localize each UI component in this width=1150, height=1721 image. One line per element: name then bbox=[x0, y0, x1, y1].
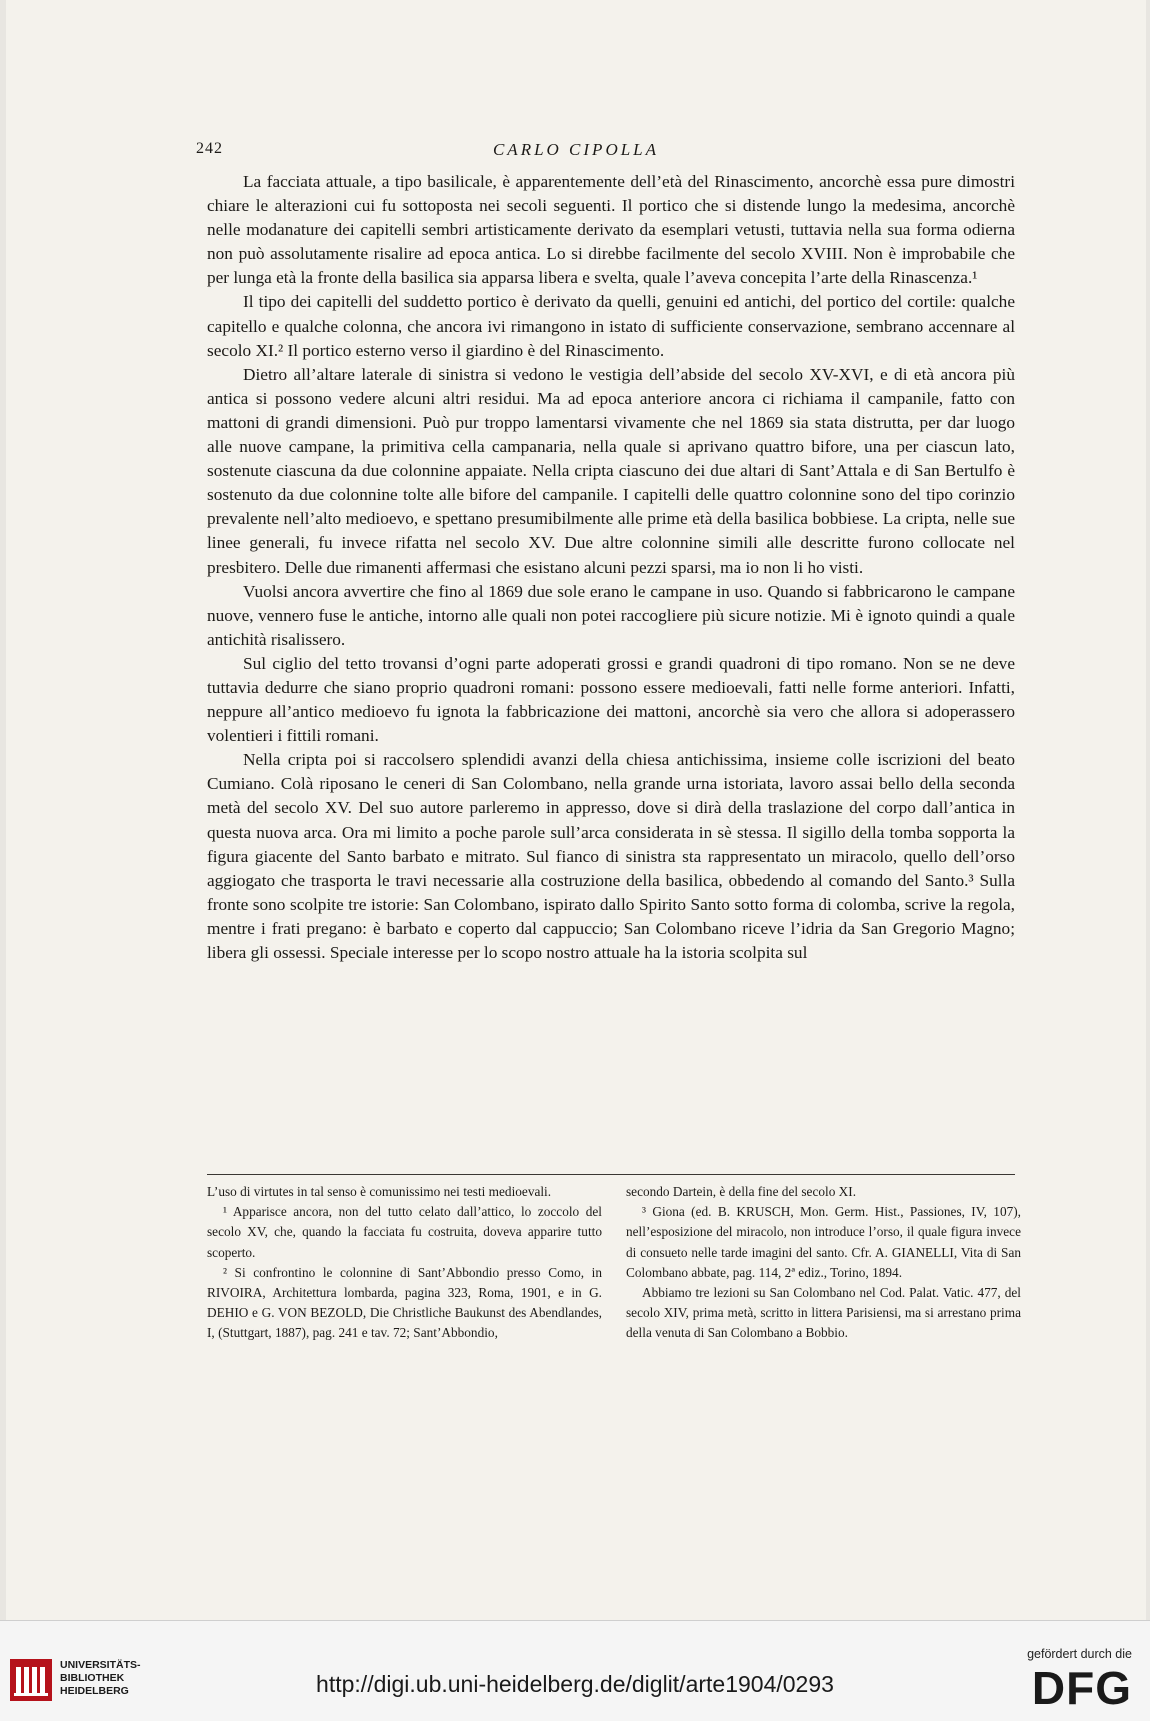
footnote: ³ Giona (ed. B. KRUSCH, Mon. Germ. Hist., Passiones, IV, 107), nell’esposizione del miracolo, non introduce l’orso, il quale figura invece di consueto nelle tarde imagini del santo. Cfr. A. GIANELLI, Vita di San Colombano abbate, pag. 114, 2ª ediz., Torino, 1894. bbox=[626, 1204, 1021, 1280]
paragraph: Sul ciglio del tetto trovansi d’ogni parte adoperati grossi e grandi quadroni di tipo romano. Non se ne deve tuttavia dedurre che siano proprio quadroni romani: possono essere medioevali, fatti nelle forme anteriori. Infatti, neppure all’antico medioevo fu ignota la fabbricazione dei mattoni, ancorchè sia vero che allora si adoperassero volentieri i fittili romani. bbox=[207, 653, 1015, 746]
scanned-page bbox=[6, 0, 1146, 1620]
funding-caption: gefördert durch die bbox=[1027, 1647, 1132, 1661]
dfg-logo[interactable]: DFG bbox=[1031, 1662, 1132, 1714]
footnotes-left-column bbox=[207, 1182, 602, 1344]
footnote: ¹ Apparisce ancora, non del tutto celato dall’attico, lo zoccolo del secolo XV, che, quando la facciata fu costruita, doveva apparire tutto scoperto. bbox=[207, 1204, 602, 1260]
paragraph: Nella cripta poi si raccolsero splendidi avanzi della chiesa antichissima, insieme colle iscrizioni del beato Cumiano. Colà riposano le ceneri di San Colombano, nella grande urna istoriata, lavoro assai bello della seconda metà del secolo XV. Del suo autore parleremo in appresso, dove si dirà della traslazione del corpo dall’antica in questa nuova arca. Ora mi limito a poche parole sull’arca considerata in sè stessa. Il sigillo della tomba sopporta la figura giacente del Santo barbato e mitrato. Sul fianco di sinistra sta rappresentato un miracolo, quello dell’orso aggiogato che trasporta le travi necessarie alla costruzione della basilica, obbedendo al comando del Santo.³ Sulla fronte sono scolpite tre istorie: San Colombano, ispirato dallo Spirito Santo sotto forma di colomba, scrive la regola, mentre i frati pregano: è barbato e coperto dal cappuccio; San Colombano riceve l’idria da San Gregorio Magno; libera gli ossessi. Speciale interesse per lo scopo nostro attuale ha la istoria scolpita sul bbox=[207, 750, 1015, 962]
footnote: L’uso di virtutes in tal senso è comunissimo nei testi medioevali. bbox=[207, 1184, 552, 1199]
paragraph: Il tipo dei capitelli del suddetto portico è derivato da quelli, genuini ed antichi, del portico del cortile: qualche capitello e qualche colonna, che ancora ivi rimangono in istato di sufficiente conservazione, sembrano accennare al secolo XI.² Il portico esterno verso il giardino è del Rinascimento. bbox=[207, 292, 1015, 360]
running-title: CARLO CIPOLLA bbox=[492, 140, 660, 159]
page-number: 242 bbox=[196, 140, 223, 157]
library-name: UNIVERSITÄTS- BIBLIOTHEK HEIDELBERG bbox=[60, 1659, 141, 1697]
paragraph: Dietro all’altare laterale di sinistra si vedono le vestigia dell’abside del secolo XV-XVI, e di età ancora più antica si possono vedere alcuni altri residui. Ma ad epoca anteriore ancora ci richiama il campanile, fatto con mattoni di grandi dimensioni. Può pur troppo lamentarsi vivamente che nel 1869 sia stata distrutta, per dar luogo alle nuove campane, la primitiva cella campanaria, nella quale si aprivano quattro bifore, una per ciascun lato, sostenute ciascuna da due colonnine appaiate. Nella cripta ciascuno dei due altari di Sant’Attala e di San Bertulfo è sostenuto da due colonnine tolte alle bifore del campanile. I capitelli delle quattro colonnine sono del tipo corinzio prevalente nell’alto medioevo, e spettano presumibilmente alle prime età della basilica bobbiese. La cripta, nelle sue linee generali, fu invece rifatta nel secolo XV. Due altre colonnine simili alle descritte furono collocate nel presbitero. Delle due rimanenti affermasi che esistano alcuni pezzi sparsi, ma io non li ho visti. bbox=[207, 364, 1015, 577]
body-text bbox=[207, 170, 1015, 965]
footnote: ² Si confrontino le colonnine di Sant’Abbondio presso Como, in RIVOIRA, Architettura lombarda, pagina 323, Roma, 1901, e in G. DEHIO e G. VON BEZOLD, Die Christliche Baukunst des Abendlandes, I, (Stuttgart, 1887), pag. 241 e tav. 72; Sant’Abbondio, bbox=[207, 1264, 602, 1341]
footnote: Abbiamo tre lezioni su San Colombano nel Cod. Palat. Vatic. 477, del secolo XIV, prima metà, scritto in littera Parisiensi, ma si arrestano prima della venuta di San Colombano a Bobbio. bbox=[626, 1285, 1021, 1341]
footnotes-right-column bbox=[626, 1182, 1021, 1344]
paragraph: Vuolsi ancora avvertire che fino al 1869 due sole erano le campane in uso. Quando si fabbricarono le campane nuove, vennero fuse le antiche, intorno alle quali non potei raccogliere più sicure notizie. Mi è ignoto quindi a quale antichità risalissero. bbox=[207, 581, 1015, 649]
footnote: secondo Dartein, è della fine del secolo XI. bbox=[626, 1184, 857, 1199]
paragraph: La facciata attuale, a tipo basilicale, è apparentemente dell’età del Rinascimento, ancorchè essa pure dimostri chiare le alterazioni cui fu sottoposta nei secoli seguenti. Il portico che si distende lungo la medesima, ancorchè nelle modanature dei capitelli sembri artisticamente derivato da esemplari vetusti, tuttavia nella sua forma odierna non può assolutamente risalire ad epoca antica. Lo si direbbe facilmente del secolo XVIII. Non è improbabile che per lunga età la fronte della basilica sia apparsa libera e svelta, quale l’aveva concepita l’arte della Rinascenza.¹ bbox=[207, 172, 1015, 288]
permalink-url[interactable]: http://digi.ub.uni-heidelberg.de/diglit/arte1904/0293 bbox=[316, 1671, 834, 1697]
viewer-footer bbox=[0, 1620, 1150, 1721]
footnote-divider bbox=[207, 1174, 1015, 1175]
